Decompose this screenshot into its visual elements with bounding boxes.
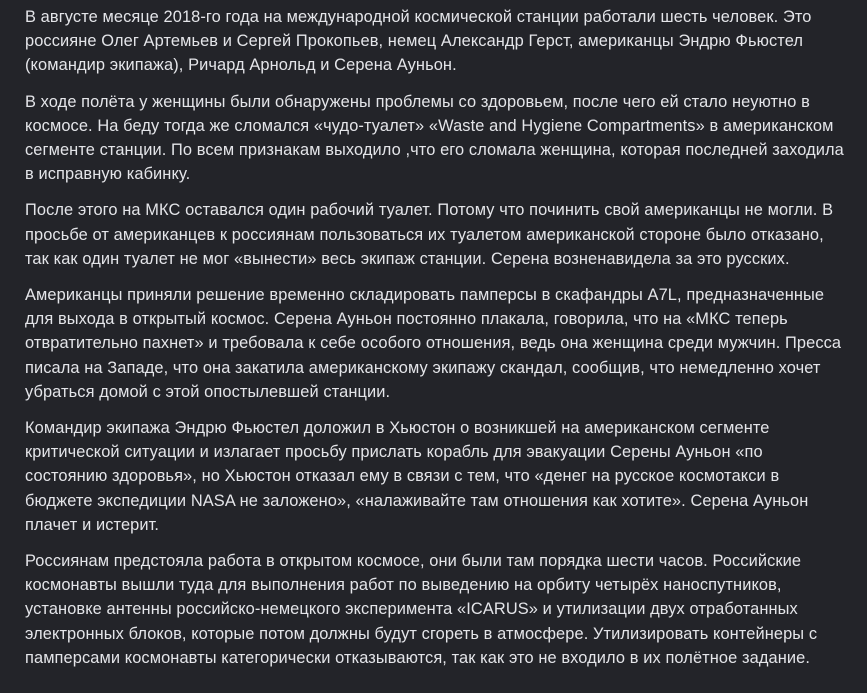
paragraph-3: После этого на МКС оставался один рабочий туалет. Потому что починить свой американцы не могли. В просьбе от американцев к россиянам пользоваться их туалетом американской стороне было отказано, так как один туалет не мог «вынести» весь экипаж станции. Серена возненавидела за это русских. [25,201,834,268]
paragraph-5: Командир экипажа Эндрю Фьюстел доложил в Хьюстон о возникшей на американском сегменте критической ситуации и излагает просьбу прислать корабль для эвакуации Серены Ауньон «по состоянию здоровья», но Хьюстон отказал ему в связи с тем, что «денег на русское космотакси в бюджете экспедиции NASA не заложено», «налаживайте там отношения как хотите». Серена Ауньон плачет и истерит. [25,419,809,534]
paragraph-4: Американцы приняли решение временно складировать памперсы в скафандры A7L, предназначенные для выхода в открытый космос. Серена Ауньон постоянно плакала, говорила, что на «МКС теперь отвратительно пахнет» и требовала к себе особого отношения, ведь она женщина среди мужчин. Пресса писала на Западе, что она закатила американскому экипажу скандал, сообщив, что немедленно хочет убраться домой с этой опостылевшей станции. [25,286,842,401]
paragraph-1: В августе месяце 2018-го года на международной космической станции работали шесть человек. Это россияне Олег Артемьев и Сергей Прокопьев, немец Александр Герст, американцы Эндрю Фьюстел (командир экипажа), Ричард Арнольд и Серена Ауньон. [25,8,812,75]
paragraph-2: В ходе полёта у женщины были обнаружены проблемы со здоровьем, после чего ей стало неуютно в космосе. На беду тогда же сломался «чудо-туалет» «Waste and Hygiene Compartments» в американском сегменте станции. По всем признакам выходило ,что его сломала женщина, которая последней заходила в исправную кабинку. [25,92,844,184]
paragraph-6: Россиянам предстояла работа в открытом космосе, они были там порядка шести часов. Российские космонавты вышли туда для выполнения работ по выведению на орбиту четырёх наноспутников, установке антенны российско-немецкого эксперимента «ICARUS» и утилизации двух отработанных электронных блоков, которые потом должны будут сгореть в атмосфере. Утилизировать контейнеры с памперсами космонавты категорически отказываются, так как это не входило в их полётное задание. [25,552,818,667]
